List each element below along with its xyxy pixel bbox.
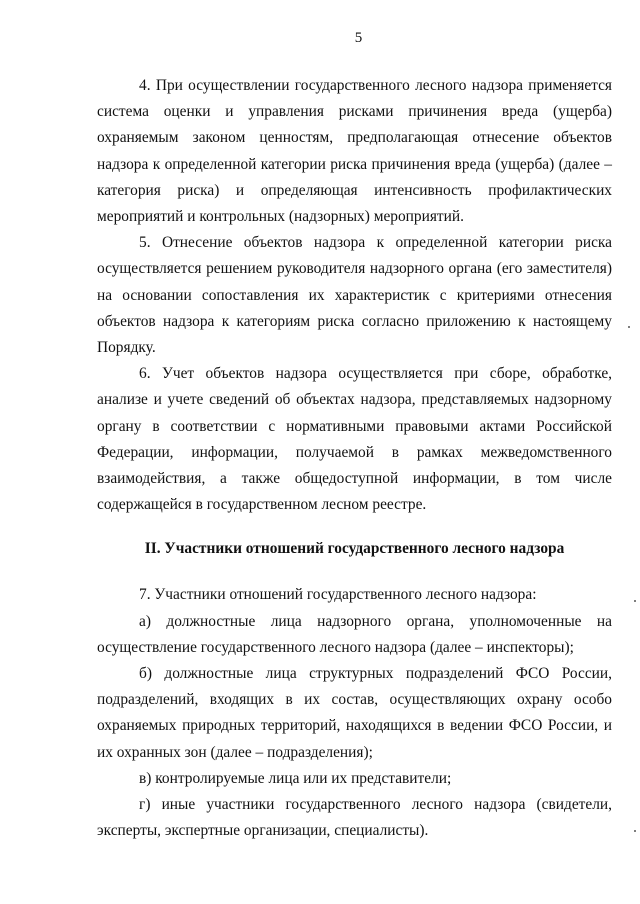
page-number: 5 [354,30,363,46]
paragraph-4: 4. При осуществлении государственного лесного надзора применяется система оценки и управления рисками причинения вреда (ущерба) охраняемым законом ценностям, предполагающая отнесение объектов надзора к определенной категории риска причинения вреда (ущерба) (далее – категория риска) и определяющая интенсивность профилактических мероприятий и контрольных (надзорных) мероприятий. [97,77,612,226]
paragraph-7: 7. Участники отношений государственного лесного надзора: [139,586,537,604]
scan-speck [634,600,636,602]
item-a: а) должностные лица надзорного органа, уполномоченные на осуществление государственного лесного надзора (далее – инспекторы); [97,612,612,656]
scan-speck [628,326,630,328]
paragraph-6: 6. Учет объектов надзора осуществляется при сборе, обработке, анализе и учете сведений об объектах надзора, представляемых надзорному органу в соответствии с нормативными правовыми актами Российской Федерации, информации, получаемой в рамках межведомственного взаимодействия, а также общедоступной информации, в том числе содержащейся в государственном лесном реестре. [97,365,612,514]
section-heading: II. Участники отношений государственного лесного надзора [144,540,565,558]
scan-speck [634,830,636,832]
item-g: г) иные участники государственного лесного надзора (свидетели, эксперты, экспертные организации, специалисты). [97,796,612,840]
item-b: б) должностные лица структурных подразделений ФСО России, подразделений, входящих в их состав, осуществляющих охрану особо охраняемых природных территорий, находящихся в ведении ФСО России, и их охранных зон (далее – подразделения); [97,665,612,761]
paragraph-5: 5. Отнесение объектов надзора к определенной категории риска осуществляется решением руководителя надзорного органа (его заместителя) на основании сопоставления их характеристик с критериями отнесения объектов надзора к категориям риска согласно приложению к настоящему Порядку. [97,234,612,357]
item-v: в) контролируемые лица или их представители; [139,769,452,787]
